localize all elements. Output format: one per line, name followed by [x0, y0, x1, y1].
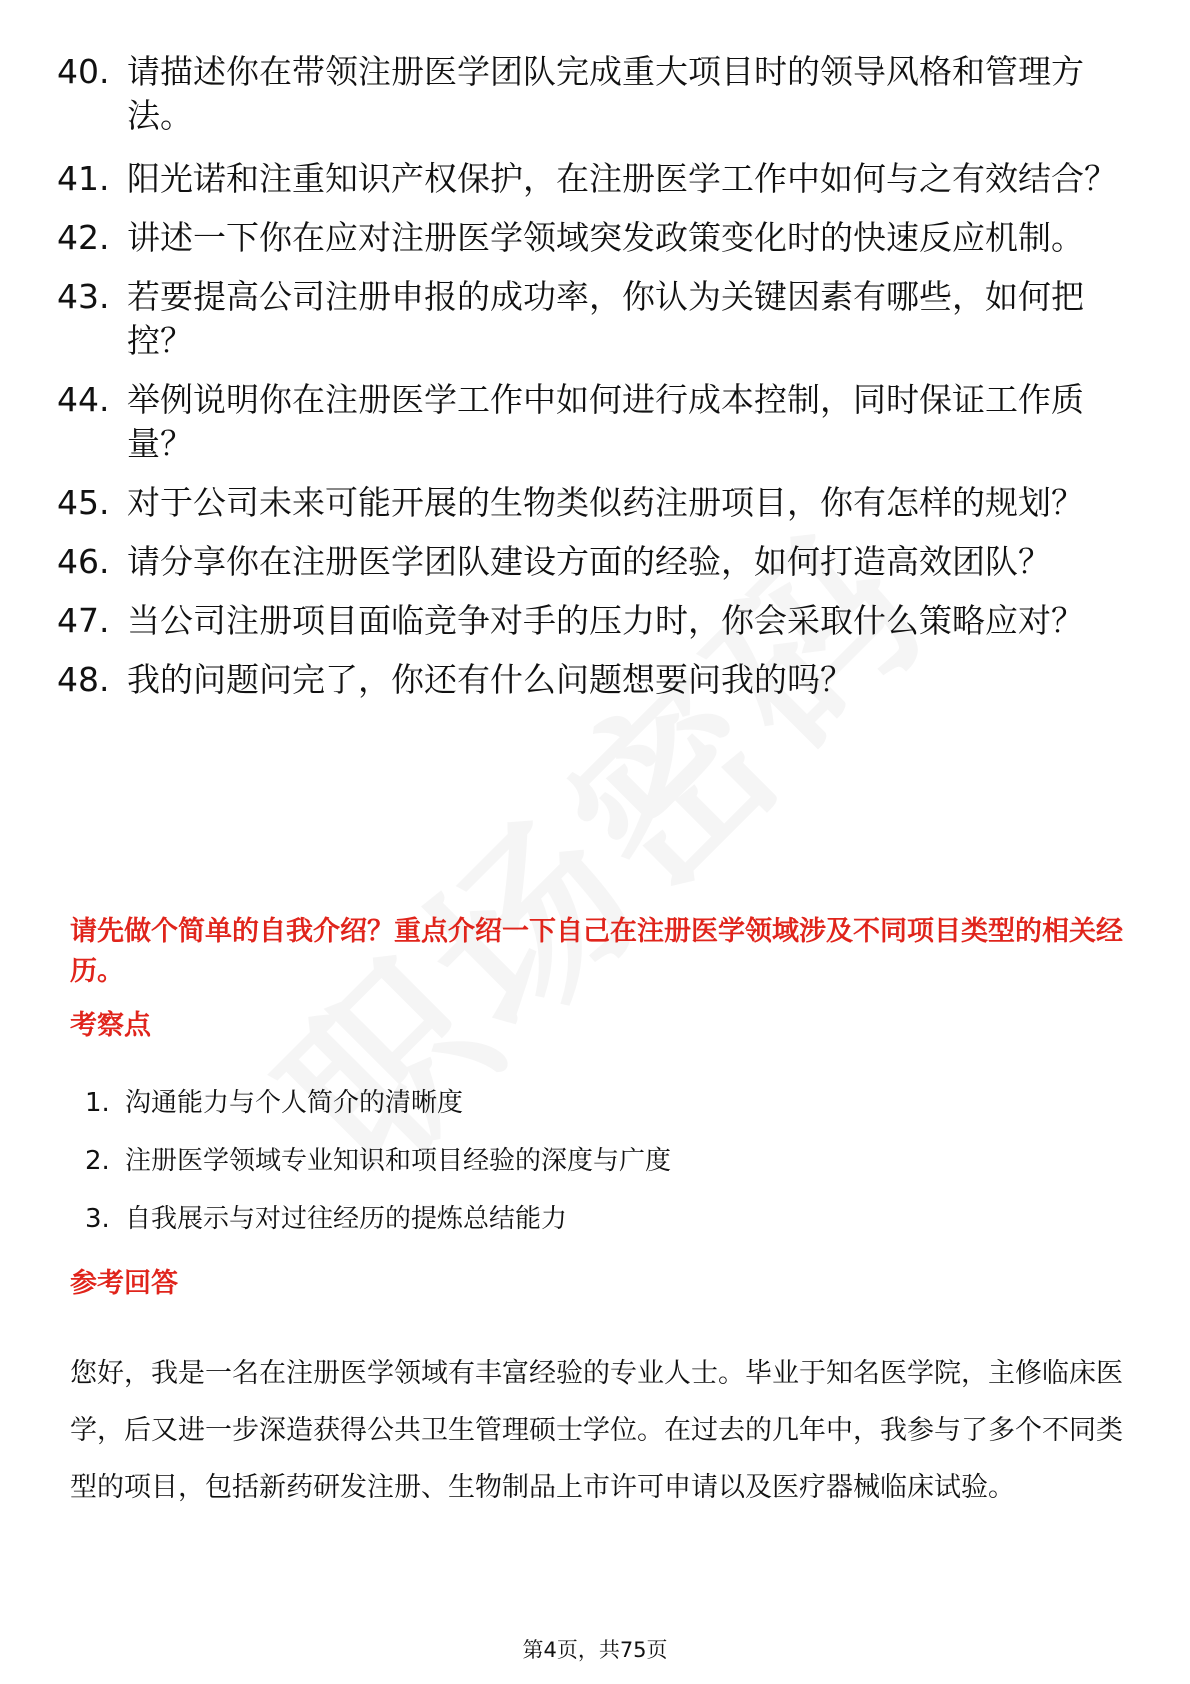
question-item — [57, 157, 1137, 201]
question-text: 若要提高公司注册申报的成功率，你认为关键因素有哪些，如何把控？ — [127, 277, 1084, 360]
question-item — [57, 540, 1137, 584]
reference-answer: 您好，我是一名在注册医学领域有丰富经验的专业人士。毕业于知名医学院，主修临床医学，后又进一步深造获得公共卫生管理硕士学位。在过去的几年中，我参与了多个不同类型的项目，包括新药研发注册、生物制品上市许可申请以及医疗器械临床试验。 — [70, 1358, 1123, 1503]
question-number: 40. — [57, 52, 110, 91]
question-item — [57, 50, 1137, 138]
point-number: 2. — [85, 1146, 110, 1176]
question-number: 45. — [57, 483, 110, 522]
question-item — [57, 658, 1137, 702]
assessment-point — [85, 1201, 1085, 1259]
page-footer: 第4页，共75页 — [522, 1638, 668, 1662]
question-number: 46. — [57, 542, 110, 581]
question-number: 48. — [57, 660, 110, 699]
question-text: 请分享你在注册医学团队建设方面的经验，如何打造高效团队？ — [127, 542, 1051, 581]
question-item — [57, 216, 1137, 260]
question-text: 对于公司未来可能开展的生物类似药注册项目，你有怎样的规划？ — [127, 483, 1084, 522]
point-text: 注册医学领域专业知识和项目经验的深度与广度 — [125, 1146, 672, 1176]
point-text: 自我展示与对过往经历的提炼总结能力 — [125, 1204, 568, 1234]
point-number: 3. — [85, 1204, 110, 1234]
question-text: 我的问题问完了，你还有什么问题想要问我的吗？ — [127, 660, 853, 699]
question-text: 当公司注册项目面临竞争对手的压力时，你会采取什么策略应对？ — [127, 601, 1084, 640]
question-text: 讲述一下你在应对注册医学领域突发政策变化时的快速反应机制。 — [127, 218, 1084, 257]
question-number: 42. — [57, 218, 110, 257]
assessment-points — [85, 1085, 1085, 1259]
question-item — [57, 481, 1137, 525]
point-number: 1. — [85, 1088, 110, 1118]
question-list — [57, 50, 1137, 717]
question-number: 41. — [57, 159, 110, 198]
question-text: 请描述你在带领注册医学团队完成重大项目时的领导风格和管理方法。 — [127, 52, 1084, 135]
question-text: 举例说明你在注册医学工作中如何进行成本控制，同时保证工作质量？ — [127, 380, 1084, 463]
reference-title: 参考回答 — [70, 1268, 178, 1299]
assessment-point — [85, 1143, 1085, 1201]
question-item — [57, 599, 1137, 643]
question-text: 阳光诺和注重知识产权保护，在注册医学工作中如何与之有效结合？ — [127, 159, 1117, 198]
assessment-point — [85, 1085, 1085, 1143]
question-number: 43. — [57, 277, 110, 316]
point-text: 沟通能力与个人简介的清晰度 — [125, 1088, 464, 1118]
assessment-title: 考察点 — [70, 1010, 151, 1041]
question-number: 47. — [57, 601, 110, 640]
question-item — [57, 378, 1137, 466]
highlight-question: 请先做个简单的自我介绍？重点介绍一下自己在注册医学领域涉及不同项目类型的相关经历。 — [70, 916, 1123, 987]
question-item — [57, 275, 1137, 363]
question-number: 44. — [57, 380, 110, 419]
